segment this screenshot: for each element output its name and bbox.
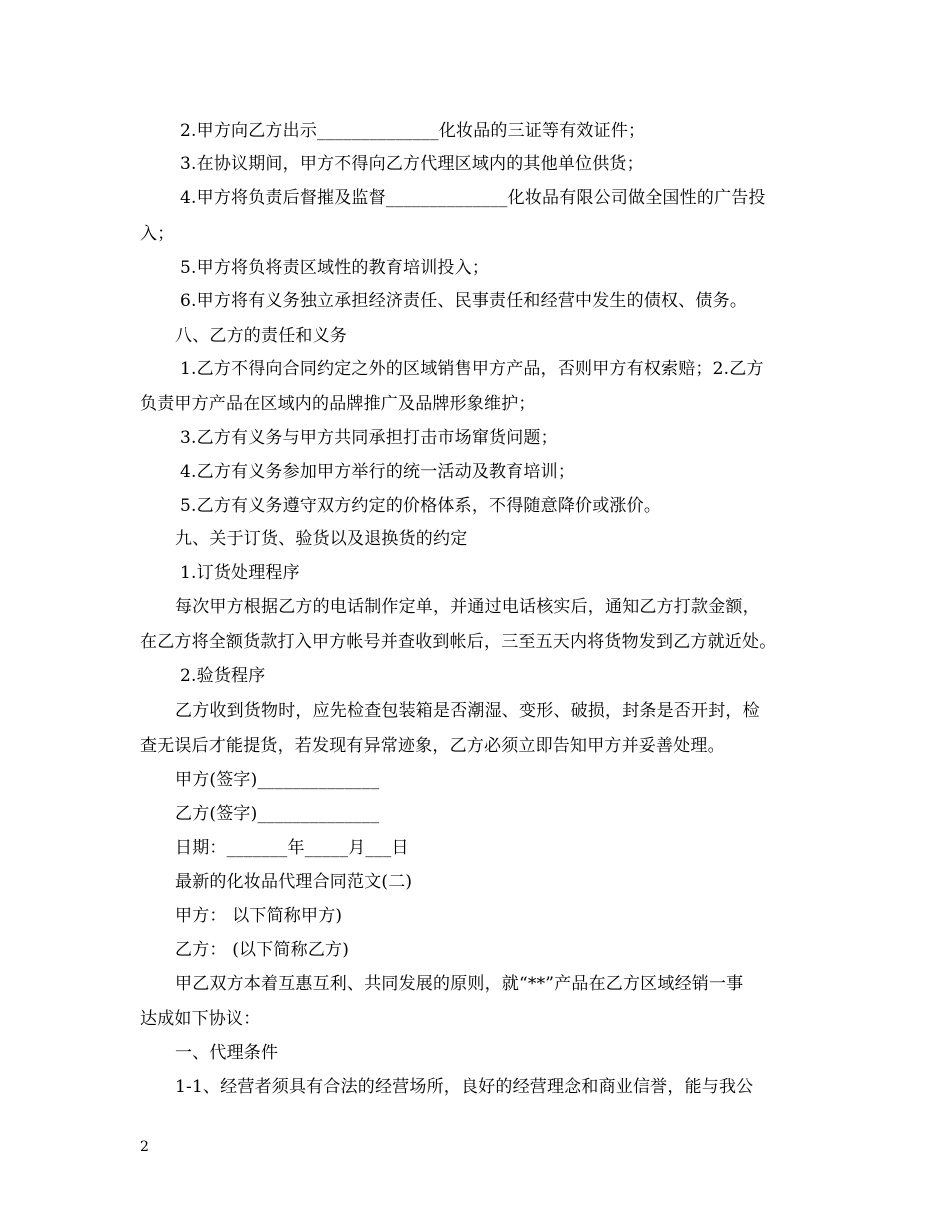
text-line: 4.乙方有义务参加甲方举行的统一活动及教育培训； xyxy=(180,462,576,482)
text-line: 在乙方将全额货款打入甲方帐号并查收到帐后，三至五天内将货物发到乙方就近处。 xyxy=(140,632,777,652)
text-line: 3.乙方有义务与甲方共同承担打击市场窜货问题； xyxy=(180,428,558,448)
text-line: 5.甲方将负将责区域性的教育培训投入； xyxy=(180,258,490,278)
text-line: 乙方收到货物时，应先检查包装箱是否潮湿、变形、破损，封条是否开封，检 xyxy=(175,701,760,721)
text-line: 甲方： 以下简称甲方) xyxy=(175,906,343,926)
text-line: 入； xyxy=(140,224,175,244)
page-number: 2 xyxy=(140,1139,149,1155)
text-line: 查无误后才能提货，若发现有异常迹象，乙方必须立即告知甲方并妥善处理。 xyxy=(140,736,725,756)
text-line: 5.乙方有义务遵守双方约定的价格体系，不得随意降价或涨价。 xyxy=(180,496,662,516)
text-line: 2.验货程序 xyxy=(180,666,266,686)
text-line: 2.甲方向乙方出示______________化妆品的三证等有效证件； xyxy=(180,121,646,141)
date-line: 日期：_______年_____月___日 xyxy=(175,838,409,858)
signature-line-party-a: 甲方(签字)______________ xyxy=(175,770,380,790)
document-title: 最新的化妆品代理合同范文(二) xyxy=(175,872,413,892)
text-line: 1.订货处理程序 xyxy=(180,563,300,583)
text-line: 3.在协议期间，甲方不得向乙方代理区域内的其他单位供货； xyxy=(180,154,644,174)
text-line: 每次甲方根据乙方的电话制作定单，并通过电话核实后，通知乙方打款金额， xyxy=(175,597,760,617)
text-line: 负责甲方产品在区域内的品牌推广及品牌形象维护； xyxy=(140,394,536,414)
text-line: 1-1、经营者须具有合法的经营场所，良好的经营理念和商业信誉，能与我公 xyxy=(175,1077,754,1097)
text-line: 乙方： (以下简称乙方) xyxy=(175,940,350,960)
section-heading: 一、代理条件 xyxy=(175,1043,279,1063)
signature-line-party-b: 乙方(签字)______________ xyxy=(175,804,380,824)
text-line: 6.甲方将有义务独立承担经济责任、民事责任和经营中发生的债权、债务。 xyxy=(180,291,748,311)
section-heading: 九、关于订货、验货以及退换货的约定 xyxy=(175,529,468,549)
section-heading: 八、乙方的责任和义务 xyxy=(175,326,347,346)
text-line: 甲乙双方本着互惠互利、共同发展的原则，就“**”产品在乙方区域经销一事 xyxy=(175,974,744,994)
text-line: 达成如下协议： xyxy=(140,1009,261,1029)
text-line: 1.乙方不得向合同约定之外的区域销售甲方产品，否则甲方有权索赔；2.乙方 xyxy=(180,359,764,379)
text-line: 4.甲方将负责后督摧及监督______________化妆品有限公司做全国性的广告投 xyxy=(180,188,766,208)
